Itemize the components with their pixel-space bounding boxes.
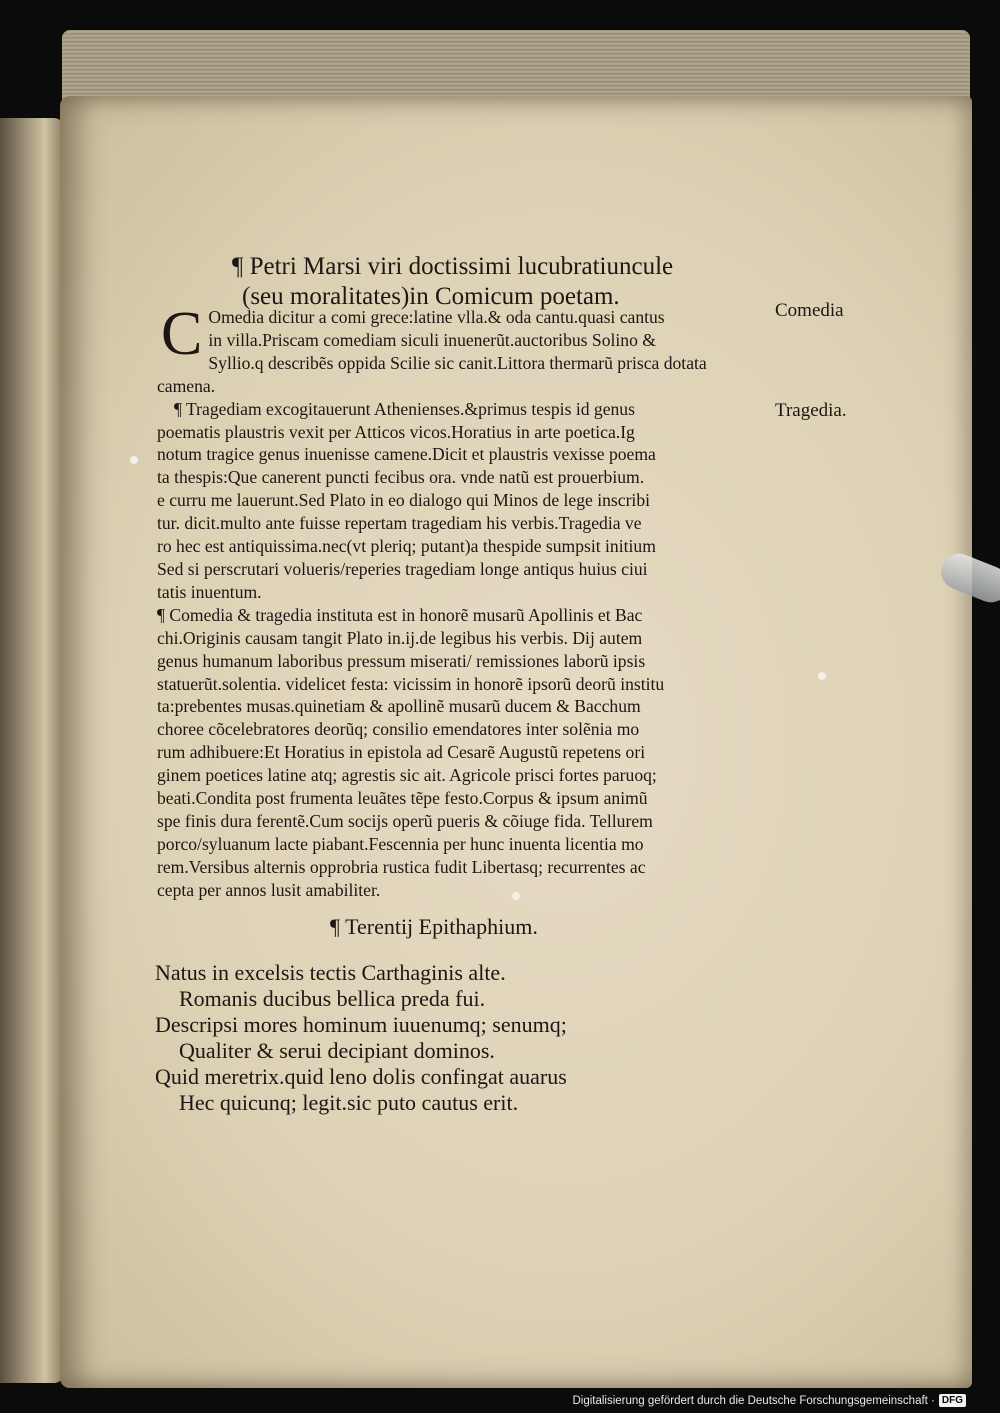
body-line: ro hec est antiquissima.nec(vt pleriq; putant)a thespide sumpsit initium (157, 536, 656, 557)
digitization-footer (572, 1388, 966, 1413)
body-line: ¶ Comedia & tragedia instituta est in honorẽ musarũ Apollinis et Bac (157, 604, 643, 625)
body-line: ta thespis:Que canerent puncti fecibus ora. vnde natũ est prouerbium. (157, 467, 645, 488)
body-line: tatis inuentum. (157, 581, 262, 602)
body-line: Syllio.q describẽs oppida Scilie sic canit.Littora thermarũ prisca dotata (208, 352, 707, 373)
body-line: camena. (157, 375, 216, 396)
body-line: ta:prebentes musas.quinetiam & apollinẽ musarũ ducem & Bacchum (157, 696, 641, 717)
poem-line: Romanis ducibus bellica preda fui. (179, 986, 486, 1011)
body-line: cepta per annos lusit amabiliter. (157, 879, 381, 900)
left-page-edge (0, 118, 64, 1383)
body-line: poematis plaustris vexit per Atticos vicos.Horatius in arte poetica.Ig (157, 421, 635, 442)
body-text (157, 300, 772, 902)
epitaph-poem (155, 960, 675, 1116)
body-line: ginem poetices latine atq; agrestis sic ait. Agricole prisci fortes paruoq; (157, 765, 657, 786)
body-line: choree cõcelebratores deorũq; consilio emendatores inter solẽnia mo (157, 719, 640, 740)
body-line: e curru me lauerunt.Sed Plato in eo dialogo qui Minos de lege inscribi (157, 490, 651, 511)
poem-line: Hec quicunq; legit.sic puto cautus erit. (179, 1090, 519, 1115)
body-line: statuerũt.solentia. videlicet festa: vicissim in honorẽ ipsorũ deorũ institu (157, 673, 665, 694)
body-line: genus humanum laboribus pressum miserati/ remissiones laborũ ipsis (157, 650, 646, 671)
margin-note-comedia: Comedia (775, 300, 844, 321)
body-line: ¶ Tragediam excogitauerunt Athenienses.&primus tespis id genus (174, 398, 635, 419)
body-line: rem.Versibus alternis opprobria rustica fudit Libertasq; recurrentes ac (157, 856, 646, 877)
heading-line-2: (seu moralitates)in Comicum poetam. (242, 283, 620, 310)
poem-line: Natus in excelsis tectis Carthaginis alte. (155, 960, 506, 985)
body-line: rum adhibuere:Et Horatius in epistola ad Cesarẽ Augustũ repetens ori (157, 742, 646, 763)
poem-line: Descripsi mores hominum iuuenumq; senumq; (155, 1012, 567, 1037)
body-line: tur. dicit.multo ante fuisse repertam tragediam his verbis.Tragedia ve (157, 513, 642, 534)
body-line: chi.Originis causam tangit Plato in.ij.de legibus his verbis. Dij autem (157, 627, 643, 648)
drop-capital: C (161, 300, 203, 368)
poem-line: Quid meretrix.quid leno dolis confingat auarus (155, 1064, 567, 1089)
body-line: spe finis dura ferentẽ.Cum socijs operũ pueris & cõiuge fida. Tellurem (157, 810, 653, 831)
footer-text: Digitalisierung gefördert durch die Deutsche Forschungsgemeinschaft · (572, 1394, 935, 1407)
epitaph-title: ¶ Terentij Epithaphium. (330, 914, 538, 939)
body-line: beati.Condita post frumenta leuãtes tẽpe festo.Corpus & ipsum animũ (157, 788, 648, 809)
heading-line-1: ¶ Petri Marsi viri doctissimi lucubratiuncule (232, 253, 674, 280)
body-line: notum tragice genus inuenisse camene.Dicit et plaustris vexisse poema (157, 444, 656, 465)
body-line: Omedia dicitur a comi grece:latine vlla.& oda cantu.quasi cantus (208, 307, 665, 327)
body-line: Sed si perscrutari volueris/reperies tragediam longe antiqus huius ciui (157, 558, 648, 579)
body-line: porco/syluanum lacte piabant.Fescennia per hunc inuenta licentia mo (157, 833, 644, 854)
body-line: in villa.Priscam comediam siculi inuenerũt.auctoribus Solino & (208, 329, 656, 350)
margin-note-tragedia: Tragedia. (775, 400, 847, 421)
dfg-logo: DFG (939, 1394, 966, 1407)
poem-line: Qualiter & serui decipiant dominos. (179, 1038, 495, 1063)
paper-spot (818, 672, 826, 680)
section-heading (232, 252, 752, 312)
paper-spot (130, 456, 138, 464)
